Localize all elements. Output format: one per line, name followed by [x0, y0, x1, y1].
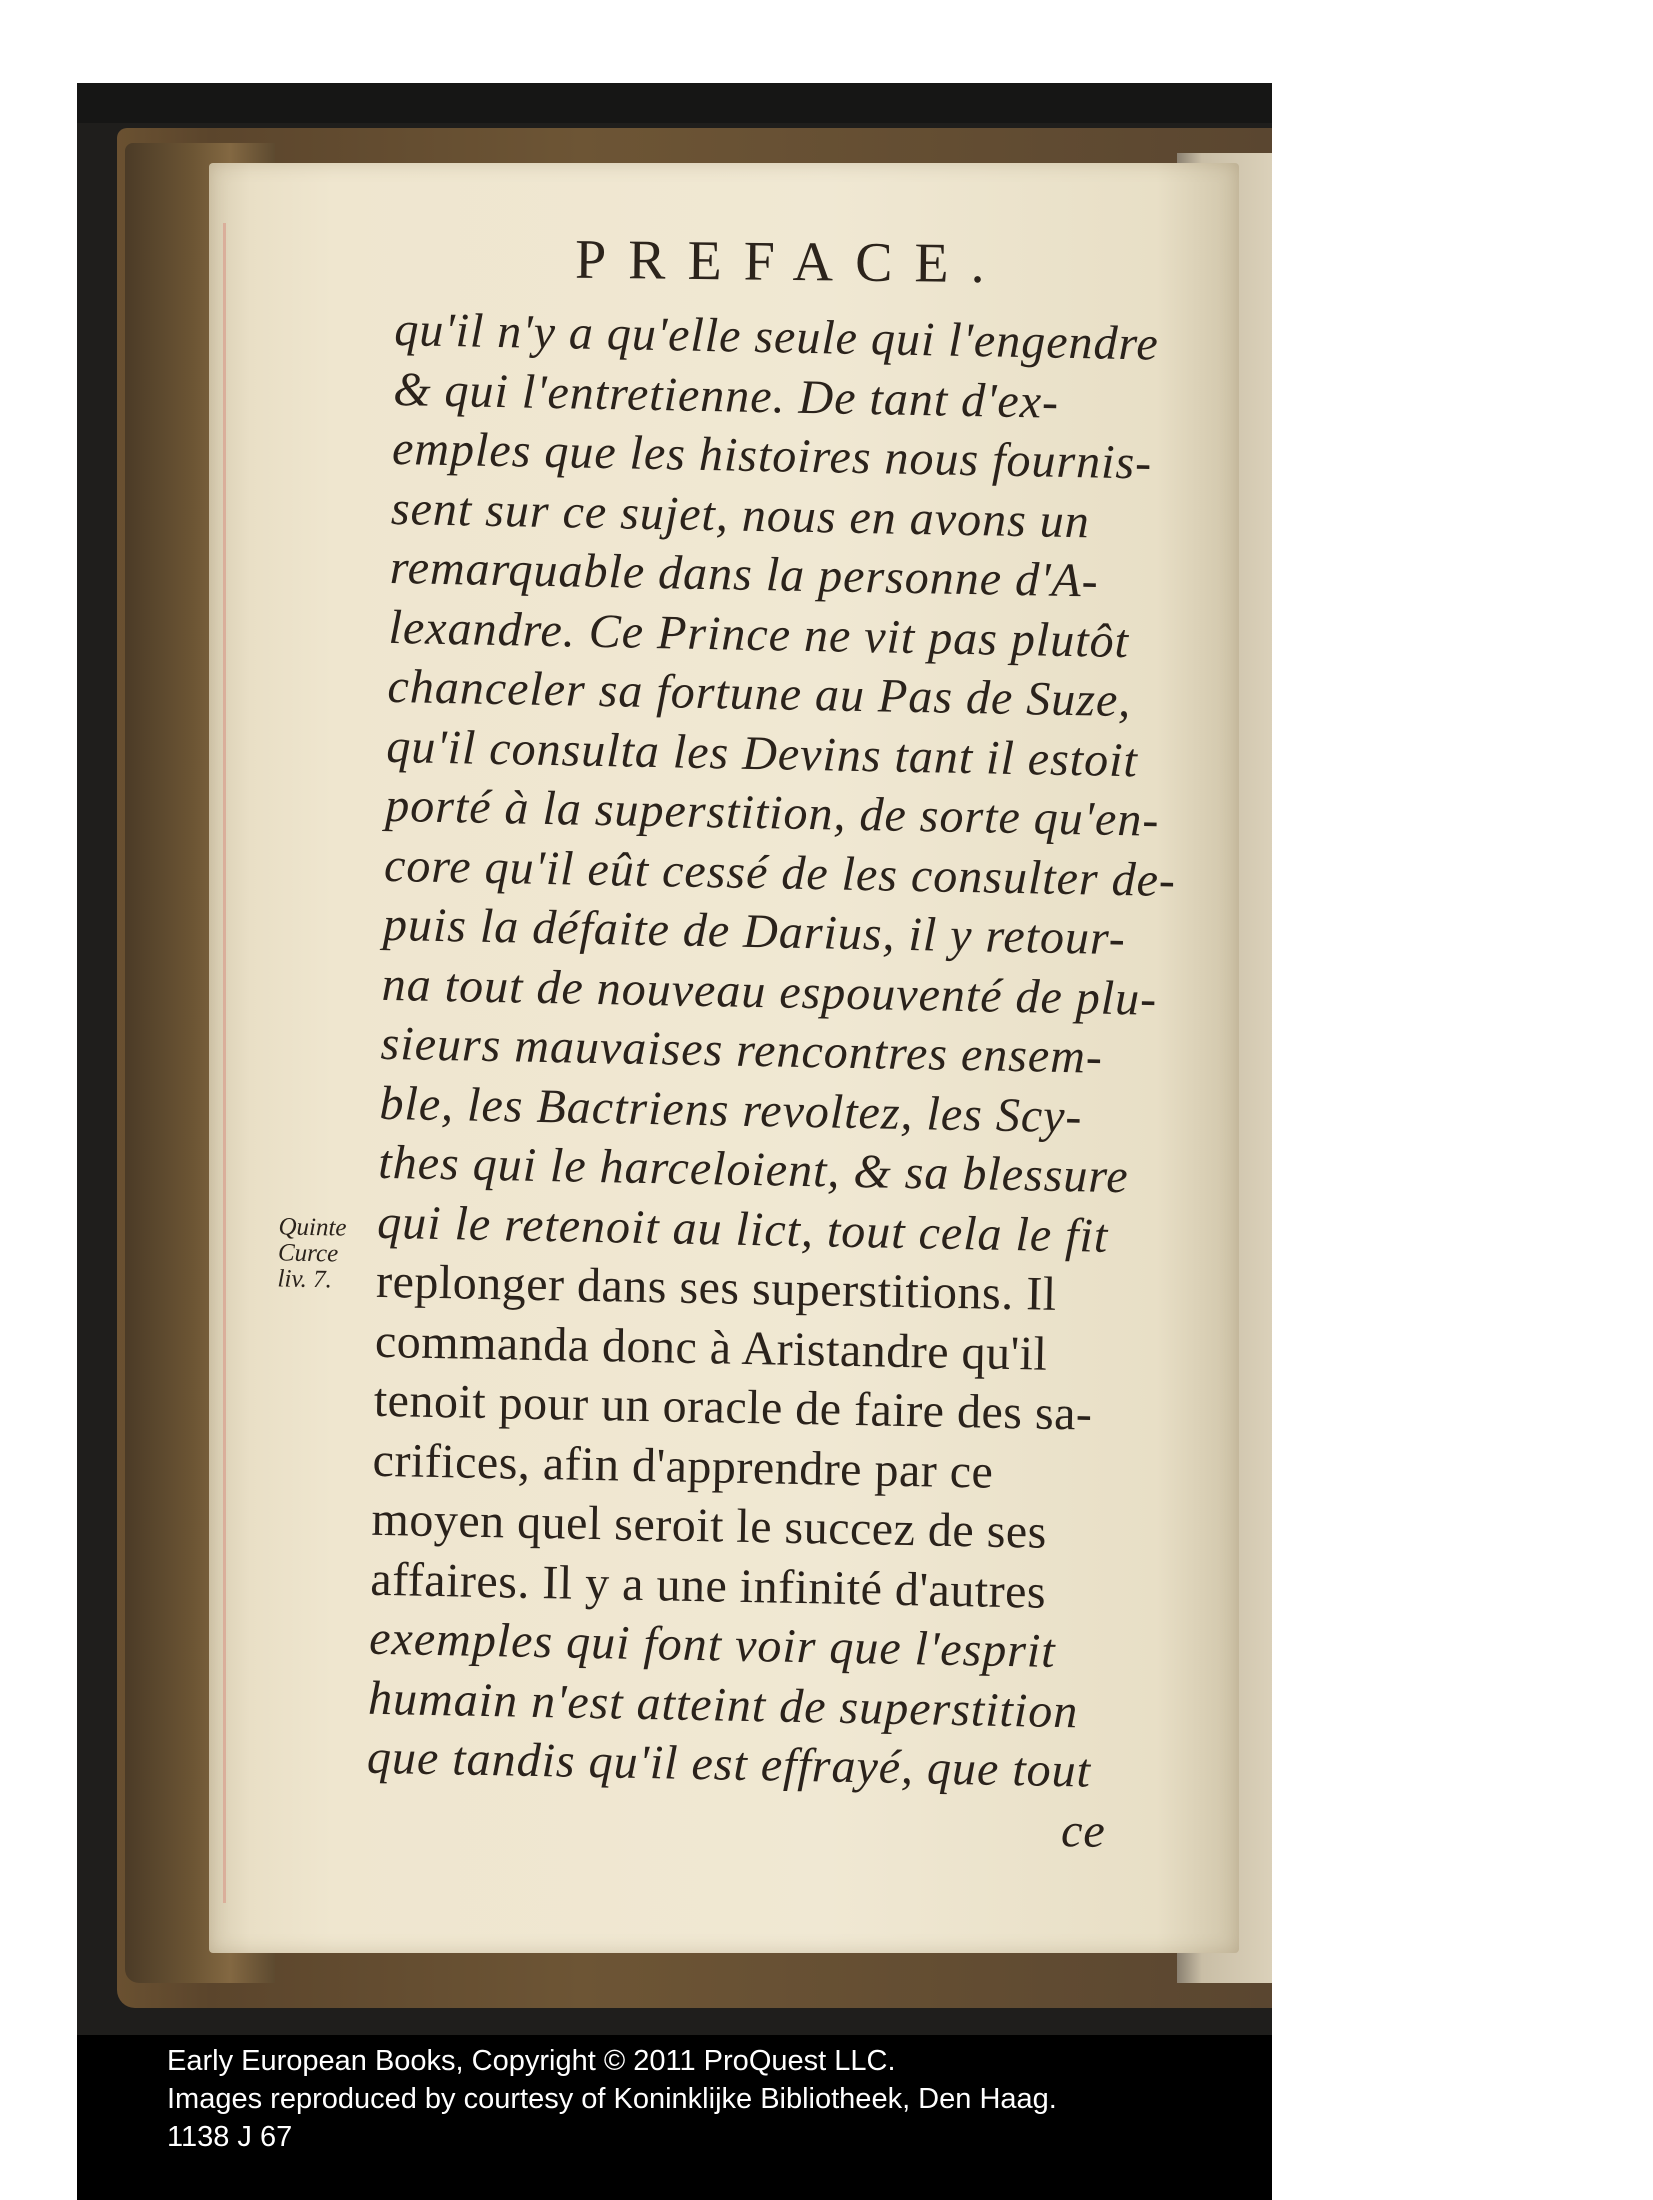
text-line: exemples qui font voir que l'esprit: [368, 1611, 1057, 1678]
text-line: core qu'il eût cessé de les consulter de-: [383, 838, 1177, 907]
margin-note-line: Curce: [277, 1239, 339, 1268]
running-head: PREFACE.: [574, 228, 1008, 296]
text-line: porté à la superstition, de sorte qu'en-: [384, 778, 1160, 847]
text-line: commanda donc à Aristandre qu'il: [374, 1314, 1048, 1381]
footer-courtesy: Images reproduced by courtesy of Koninklijke Bibliotheek, Den Haag.: [167, 2083, 1057, 2115]
text-line: qui le retenoit au lict, tout cela le fit: [376, 1195, 1109, 1263]
page-red-edge: [223, 223, 226, 1903]
footer-shelfmark: 1138 J 67: [167, 2121, 293, 2153]
text-line: thes qui le harceloient, & sa blessure: [377, 1135, 1130, 1204]
page-text-block: [365, 300, 1177, 1861]
text-line: ce: [1060, 1803, 1107, 1858]
margin-note-line: Quinte: [278, 1213, 347, 1242]
text-line: puis la défaite de Darius, il y retour-: [382, 897, 1127, 966]
text-line: qu'il consulta les Devins tant il estoit: [385, 719, 1139, 787]
text-line: na tout de nouveau espouventé de plu-: [381, 957, 1158, 1026]
text-line: humain n'est atteint de superstition: [367, 1671, 1079, 1738]
footer-copyright: Early European Books, Copyright © 2011 ProQuest LLC.: [167, 2045, 896, 2077]
text-line: crifices, afin d'apprendre par ce: [372, 1433, 994, 1499]
text-line: emples que les histoires nous fournis-: [391, 421, 1153, 490]
text-line: remarquable dans la personne d'A-: [389, 540, 1100, 608]
text-line: sieurs mauvaises rencontres ensem-: [380, 1016, 1104, 1084]
scan-top-band: [77, 83, 1272, 123]
margin-note: [277, 1214, 346, 1293]
text-line: & qui l'entretienne. De tant d'ex-: [392, 362, 1060, 429]
text-line: chanceler sa fortune au Pas de Suze,: [387, 659, 1132, 728]
text-line: sent sur ce sujet, nous en avons un: [390, 481, 1091, 548]
text-line: tenoit pour un oracle de faire des sa-: [373, 1373, 1093, 1441]
text-line: qu'il n'y a qu'elle seule qui l'engendre: [393, 302, 1160, 371]
margin-note-line: liv. 7.: [277, 1265, 333, 1294]
footer-banner: [77, 2035, 1272, 2200]
text-line: moyen quel seroit le succez de ses: [371, 1492, 1048, 1559]
text-line: replonger dans ses superstitions. Il: [375, 1254, 1058, 1321]
text-line: ble, les Bactriens revoltez, les Scy-: [379, 1076, 1083, 1143]
text-line: que tandis qu'il est effrayé, que tout: [366, 1730, 1092, 1798]
text-line: lexandre. Ce Prince ne vit pas plutôt: [388, 600, 1130, 668]
text-line: affaires. Il y a une infinité d'autres: [369, 1552, 1047, 1619]
